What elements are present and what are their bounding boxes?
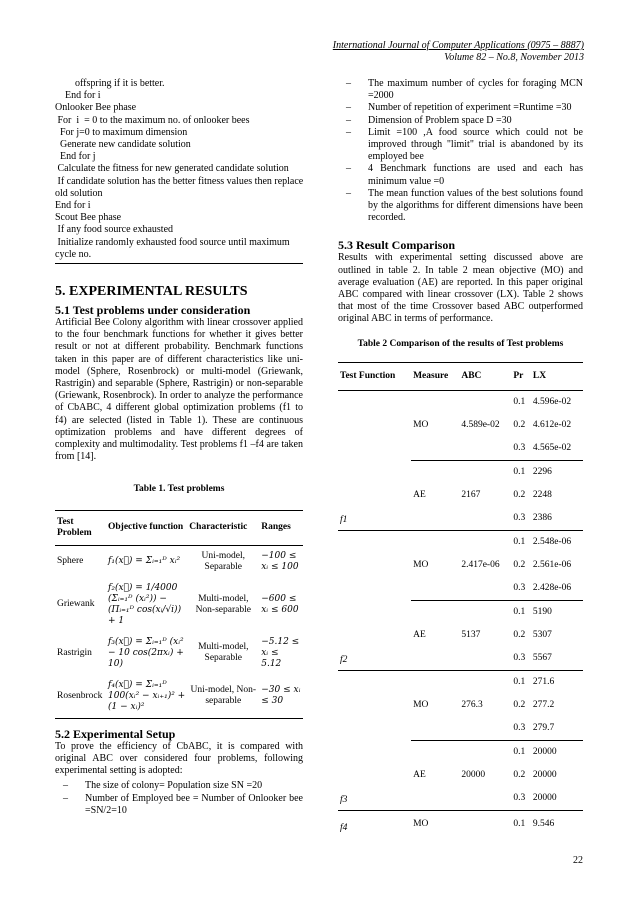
right-column bbox=[338, 78, 583, 838]
section-5-3-title: 5.3 Result Comparison bbox=[338, 238, 456, 253]
table2-pr: 0.2 bbox=[513, 419, 526, 430]
table2-pr: 0.3 bbox=[513, 512, 526, 523]
table2-pr: 0.1 bbox=[511, 670, 531, 694]
algorithm-line: Generate new candidate solution bbox=[55, 139, 191, 151]
table2-pr: 0.1 bbox=[511, 530, 531, 554]
table1-header: Test Problem bbox=[55, 510, 106, 545]
table2-function: f3 bbox=[338, 670, 411, 810]
table2-measure: MO bbox=[411, 530, 459, 600]
table1-function: f₃(x⃗) = Σᵢ₌₁ᴰ (xᵢ² − 10 cos(2πxᵢ) + 10) bbox=[108, 636, 184, 669]
table2-lx: 5190 bbox=[531, 600, 583, 624]
table1-function: f₂(x⃗) = 1/4000 (Σᵢ₌₁ᴰ (xᵢ²)) − (Πᵢ₌₁ᴰ cos(xᵢ/√i)) + 1 bbox=[108, 582, 182, 626]
table1-range: −5.12 ≤ xᵢ ≤ 5.12 bbox=[261, 636, 300, 669]
table2-function: f1 bbox=[338, 390, 411, 530]
table-row bbox=[338, 530, 583, 554]
algorithm-line: For j=0 to maximum dimension bbox=[55, 126, 188, 138]
table2-measure: AE bbox=[411, 460, 459, 530]
table1-problem: Sphere bbox=[57, 556, 84, 567]
table2-lx: 2296 bbox=[531, 460, 583, 484]
algorithm-line: cycle no. bbox=[55, 248, 92, 260]
table2-abc: 276.3 bbox=[459, 670, 511, 740]
table2-pr: 0.1 bbox=[511, 390, 531, 414]
table1-header: Ranges bbox=[259, 510, 303, 545]
table2-caption: Table 2 Comparison of the results of Test problems bbox=[357, 338, 564, 349]
algorithm-line: Calculate the fitness for new generated candidate solution bbox=[55, 163, 289, 175]
table2-header: ABC bbox=[459, 362, 511, 390]
table2-pr: 0.2 bbox=[513, 559, 526, 570]
settings-list-left bbox=[55, 780, 303, 817]
table2-lx: 2.428e-06 bbox=[532, 582, 572, 593]
table1-characteristic: Uni-model, Non-separable bbox=[187, 675, 259, 719]
table2-lx: 9.546 bbox=[531, 810, 583, 838]
table2-lx: 4.565e-02 bbox=[532, 442, 572, 453]
algorithm-line: Initialize randomly exhausted food source until maximum bbox=[55, 236, 290, 248]
table2-lx: 20000 bbox=[531, 740, 583, 764]
table1-header: Objective function bbox=[106, 510, 187, 545]
table2-abc bbox=[459, 810, 511, 838]
list-item: – Limit =100 ,A food source which could not be improved through "limit" trial is abandoned by its employed bee bbox=[346, 127, 583, 164]
section-5-title: 5. EXPERIMENTAL RESULTS bbox=[55, 284, 248, 300]
list-item: – The size of colony= Population size SN =20 bbox=[63, 780, 303, 792]
list-item: – The mean function values of the best solutions found by the algorithms for different dimensions have been recorded. bbox=[346, 188, 583, 225]
table2-pr: 0.2 bbox=[513, 699, 526, 710]
section-5-1-text: Artificial Bee Colony algorithm with linear crossover applied to the four benchmark functions for whether it gives better result or not at different probability. Benchmark functions taken in this paper are of different characteristics like uni-model (Sphere, Rosenbrock) or multi-model (Griewank, Rastrigin) and separable (Sphere, Rastrigin) or non-separable (Griewank, Rosenbrock). In order to analyze the performance of CbABC, 4 different global optimization problems (f1 to f4) are selected (listed in Table 1). These are continuous optimization problems and have different degrees of complexity and multimodality. Test problems f1 –f4 are taken from [14]. bbox=[55, 317, 303, 463]
algorithm-line: offspring if it is better. bbox=[55, 78, 165, 89]
algorithm-line: End for j bbox=[55, 151, 96, 163]
table1-range: −100 ≤ xᵢ ≤ 100 bbox=[261, 550, 299, 572]
table1-problem: Rastrigin bbox=[57, 647, 92, 658]
table-row bbox=[338, 670, 583, 694]
table2-measure: MO bbox=[411, 670, 459, 740]
algorithm-rule bbox=[55, 263, 303, 264]
table1-function: f₄(x⃗) = Σᵢ₌₁ᴰ 100(xᵢ² − xᵢ₊₁)² + (1 − xᵢ)² bbox=[106, 675, 187, 719]
table2-function: f4 bbox=[338, 810, 411, 838]
table2-lx: 279.7 bbox=[532, 722, 555, 733]
table1 bbox=[55, 510, 303, 719]
journal-volume: Volume 82 – No.8, November 2013 bbox=[444, 52, 584, 63]
table1-problem: Griewank bbox=[57, 599, 95, 610]
table-row bbox=[338, 810, 583, 838]
table1-characteristic: Uni-model, Separable bbox=[201, 550, 246, 572]
list-item: – 4 Benchmark functions are used and each has minimum value =0 bbox=[346, 163, 583, 187]
table2-lx: 4.596e-02 bbox=[531, 390, 583, 414]
list-item: – Number of repetition of experiment =Runtime =30 bbox=[346, 102, 583, 114]
settings-list-right bbox=[338, 78, 583, 224]
table2-measure: MO bbox=[411, 810, 459, 838]
table2-measure: AE bbox=[411, 600, 459, 670]
left-column bbox=[55, 78, 303, 817]
algorithm-line: Onlooker Bee phase bbox=[55, 102, 137, 114]
table2-measure: MO bbox=[411, 390, 459, 460]
table2-lx: 5567 bbox=[532, 652, 552, 663]
table2-measure: AE bbox=[411, 740, 459, 810]
table-row bbox=[55, 632, 303, 675]
table2-pr: 0.3 bbox=[513, 442, 526, 453]
table2-lx: 20000 bbox=[532, 792, 557, 803]
list-item: – Dimension of Problem space D =30 bbox=[346, 115, 583, 127]
table2-abc: 5137 bbox=[459, 600, 511, 670]
table2-lx: 2386 bbox=[532, 512, 552, 523]
table2-lx: 5307 bbox=[532, 629, 552, 640]
table2-pr: 0.3 bbox=[513, 652, 526, 663]
table2-abc: 20000 bbox=[459, 740, 511, 810]
table1-function: f₁(x⃗) = Σᵢ₌₁ᴰ xᵢ² bbox=[108, 556, 181, 567]
table2-pr: 0.1 bbox=[511, 810, 531, 838]
table2-pr: 0.3 bbox=[513, 792, 526, 803]
page-number: 22 bbox=[573, 855, 583, 866]
table2-pr: 0.2 bbox=[513, 629, 526, 640]
algorithm-line: Scout Bee phase bbox=[55, 212, 122, 224]
table1-characteristic: Multi-model, Non-separable bbox=[195, 593, 251, 615]
table1-characteristic: Multi-model, Separable bbox=[198, 642, 249, 664]
section-5-1-title: 5.1 Test problems under consideration bbox=[55, 303, 251, 318]
table2-abc: 2167 bbox=[459, 460, 511, 530]
table2-pr: 0.2 bbox=[513, 769, 526, 780]
algorithm-line: For i = 0 to the maximum no. of onlooker bees bbox=[55, 114, 250, 126]
table1-header: Characteristic bbox=[187, 510, 259, 545]
algorithm-line: old solution bbox=[55, 187, 103, 199]
list-item: – The maximum number of cycles for foraging MCN =2000 bbox=[346, 78, 583, 102]
table2-lx: 277.2 bbox=[532, 699, 555, 710]
table2-function: f2 bbox=[338, 530, 411, 670]
table-row bbox=[338, 390, 583, 414]
table2-pr: 0.1 bbox=[511, 740, 531, 764]
section-5-2-text: To prove the efficiency of CbABC, it is compared with original ABC over considered four problems, following experimental setting is adopted: bbox=[55, 740, 303, 777]
algorithm-block bbox=[55, 78, 303, 261]
algorithm-line: End for i bbox=[55, 90, 101, 102]
table2-pr: 0.2 bbox=[513, 489, 526, 500]
table2-pr: 0.1 bbox=[511, 460, 531, 484]
table2-pr: 0.3 bbox=[513, 582, 526, 593]
section-5-3-text: Results with experimental setting discussed above are outlined in table 2. In table 2 mean objective (MO) and average evaluation (AE) are reported. In this paper original ABC compared with linear crossover (LX). Table 2 shows that most of the time Crossover based ABC outperformed original ABC in terms of performance. bbox=[338, 252, 583, 325]
table2-abc: 2.417e-06 bbox=[459, 530, 511, 600]
table2-header: Measure bbox=[411, 362, 459, 390]
table1-range: −30 ≤ xᵢ ≤ 30 bbox=[259, 675, 303, 719]
table2-lx: 20000 bbox=[532, 769, 557, 780]
table-row bbox=[55, 545, 303, 578]
table2-header: Pr bbox=[511, 362, 531, 390]
table2-abc: 4.589e-02 bbox=[459, 390, 511, 460]
journal-header bbox=[333, 40, 584, 64]
table2 bbox=[338, 362, 583, 838]
table-row bbox=[55, 578, 303, 632]
table2-header: Test Function bbox=[338, 362, 411, 390]
algorithm-line: End for i bbox=[55, 200, 91, 212]
journal-title: International Journal of Computer Applications (0975 – 8887) bbox=[332, 40, 584, 51]
list-item: – Number of Employed bee = Number of Onlooker bee =SN/2=10 bbox=[63, 793, 303, 817]
table2-lx: 271.6 bbox=[531, 670, 583, 694]
table2-lx: 4.612e-02 bbox=[532, 419, 572, 430]
table2-lx: 2.548e-06 bbox=[531, 530, 583, 554]
table2-lx: 2248 bbox=[532, 489, 552, 500]
table2-header: LX bbox=[531, 362, 583, 390]
table2-pr: 0.1 bbox=[511, 600, 531, 624]
table1-range: −600 ≤ xᵢ ≤ 600 bbox=[261, 593, 299, 615]
algorithm-line: If any food source exhausted bbox=[55, 224, 174, 236]
table-row bbox=[55, 675, 303, 719]
table1-caption: Table 1. Test problems bbox=[133, 484, 225, 495]
section-5-2-title: 5.2 Experimental Setup bbox=[55, 726, 176, 741]
table2-pr: 0.3 bbox=[513, 722, 526, 733]
table2-lx: 2.561e-06 bbox=[532, 559, 572, 570]
algorithm-line: If candidate solution has the better fitness values then replace bbox=[55, 175, 304, 187]
table1-problem: Rosenbrock bbox=[55, 675, 106, 719]
